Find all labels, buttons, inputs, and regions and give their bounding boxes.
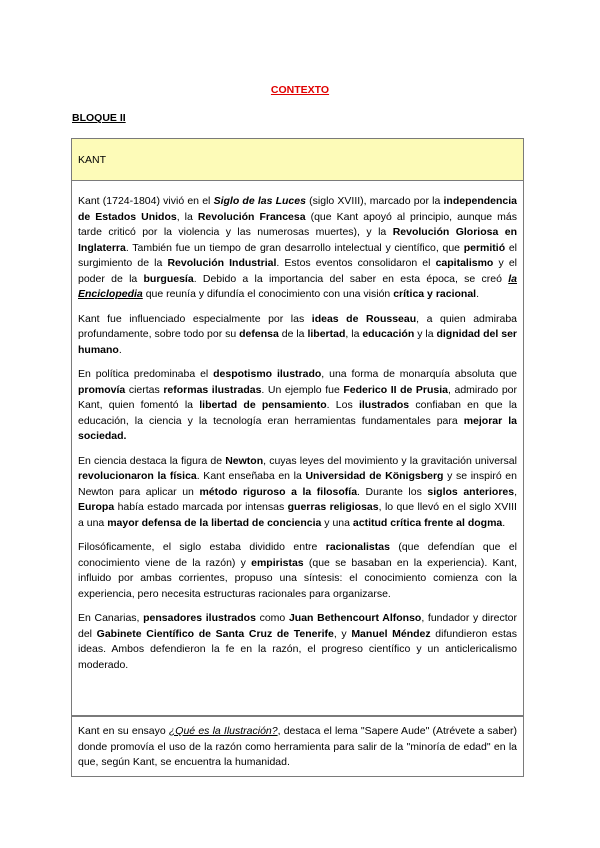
paragraph-rousseau-influence: Kant fue influenciado especialmente por las ideas de Rousseau, a quien admiraba profundamente, sobre todo por su defensa de la libertad, la educación y la dignidad del ser humano. (78, 312, 517, 356)
paragraph-philosophy: Filosóficamente, el siglo estaba dividido entre racionalistas (que defendían que el conocimiento viene de la razón) y empiristas (que se basaban en la experiencia). Kant, influido por ambas corrientes, propuso una síntesis: el conocimiento comienza con la experiencia, pero necesita estructuras racionales para organizarse. (78, 541, 517, 600)
kant-label-cell (71, 138, 524, 181)
paragraph-science: En ciencia destaca la figura de Newton, cuyas leyes del movimiento y la gravitación universal revolucionaron la física. Kant enseñaba en la Universidad de Königsberg y se inspiró en Newton para aplicar un método riguroso a la filosofía. Durante los siglos anteriores, Europa había estado marcada por intensas guerras religiosas, lo que llevó en el siglo XVIII a una mayor defensa de la libertad de conciencia y una actitud crítica frente al dogma. (78, 454, 518, 529)
context-text-cell (71, 181, 524, 716)
document-title: CONTEXTO (270, 84, 330, 96)
paragraph-canarias: En Canarias, pensadores ilustrados como Juan Bethencourt Alfonso, fundador y director del Gabinete Científico de Santa Cruz de Tenerife, y Manuel Méndez difundieron estas ideas. Ambos defendieron la fe en la razón, el progreso científico y un anticlericalismo moderado. (78, 612, 517, 671)
paragraph-historical-context: Kant (1724-1804) vivió en el Siglo de las Luces (siglo XVIII), marcado por la independencia de Estados Unidos, la Revolución Francesa (que Kant apoyó al principio, aunque más tarde criticó por la violencia y las numerosas muertes), y la Revolución Gloriosa en Inglaterra. También fue un tiempo de gran desarrollo intelectual y científico, que permitió el surgimiento de la Revolución Industrial. Estos eventos consolidaron el capitalismo y el poder de la burguesía. Debido a la importancia del saber en esta época, se creó la Enciclopedia que reunía y difundía el conocimiento con una visión crítica y racional. (78, 195, 518, 300)
paragraph-politics: En política predominaba el despotismo ilustrado, una forma de monarquía absoluta que promovía ciertas reformas ilustradas. Un ejemplo fue Federico II de Prusia, admirado por Kant, quien fomentó la libertad de pensamiento. Los ilustrados confiaban en que la educación, la ciencia y la tecnología eran herramientas fundamentales para mejorar la sociedad. (78, 368, 518, 442)
section-heading: BLOQUE II (72, 112, 126, 124)
sapere-aude-cell (71, 716, 524, 777)
kant-label: KANT (78, 154, 107, 166)
paragraph-sapere-aude: Kant en su ensayo ¿Qué es la Ilustración?, destaca el lema "Sapere Aude" (Atrévete a saber) donde promovía el uso de la razón como herramienta para salir de la "minoría de edad" en la que, según Kant, se encuentra la humanidad. (78, 725, 518, 768)
